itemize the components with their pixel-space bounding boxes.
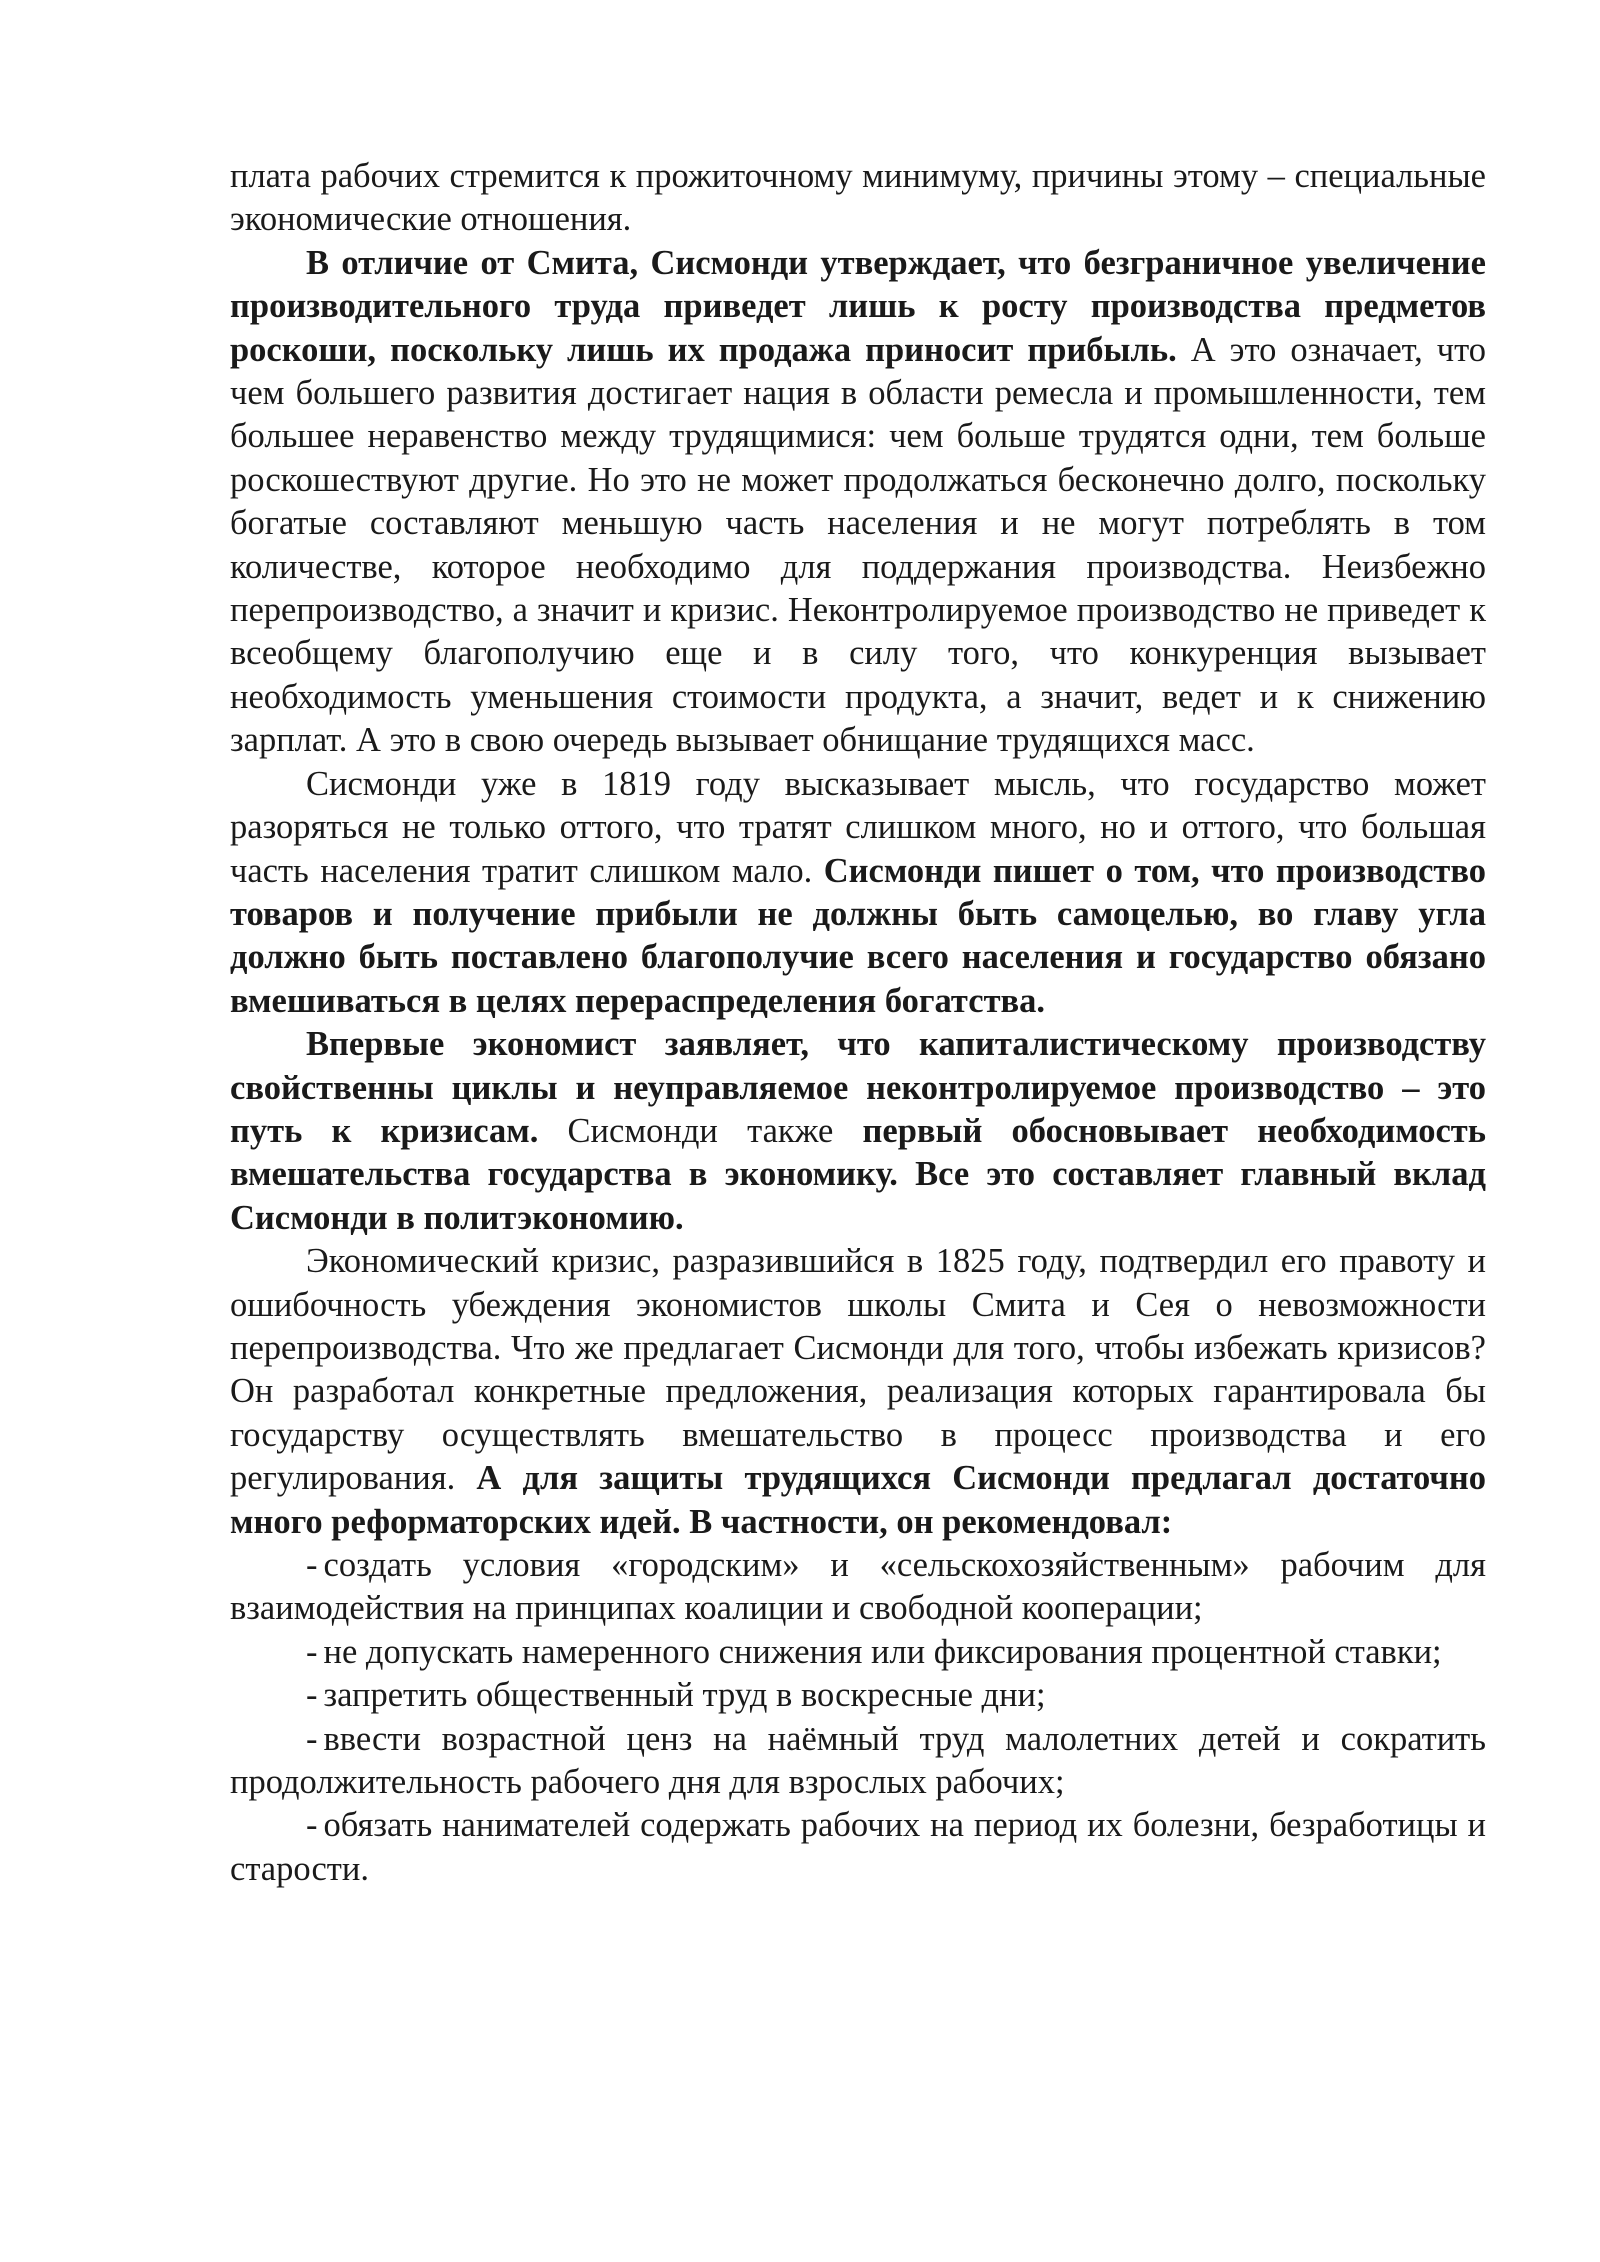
paragraph-5 [230, 1240, 1486, 1544]
paragraph-3-text: Сисмонди уже в 1819 году высказывает мысль, что государство может разоряться не только оттого, что тратят слишком много, но и оттого, что большая часть населения тратит слишком мало. [230, 764, 1486, 890]
paragraph-2-bold: В отличие от Смита, Сисмонди утверждает, что безграничное увеличение производительного труда приведет лишь к росту производства предметов роскоши, поскольку лишь их продажа приносит прибыль. [230, 243, 1486, 369]
paragraph-4 [230, 1023, 1486, 1240]
paragraph-2 [230, 242, 1486, 763]
paragraph-2-text: А это означает, что чем большего развития достигает нация в области ремесла и промышленности, тем большее неравенство между трудящимися: чем больше трудятся одни, тем больше роскошествуют другие. Но это не может продолжаться бесконечно долго, поскольку богатые составляют меньшую часть населения и не могут потреблять в том количестве, которое необходимо для поддержания производства. Неизбежно перепроизводство, а значит и кризис. Неконтролируемое производство не приведет к всеобщему благополучию еще и в силу того, что конкуренция вызывает необходимость уменьшения стоимости продукта, а значит, ведет и к снижению зарплат. А это в свою очередь вызывает обнищание трудящихся масс. [230, 330, 1486, 760]
list-item-text: ввести возрастной ценз на наёмный труд малолетних детей и сократить продолжительность рабочего дня для взрослых рабочих; [230, 1719, 1486, 1802]
list-item-text: обязать нанимателей содержать рабочих на период их болезни, безработицы и старости. [230, 1806, 1486, 1888]
paragraph-3-bold: Сисмонди пишет о том, что производство товаров и получение прибыли не должны быть самоцелью, во главу угла должно быть поставлено благополучие всего населения и государство обязано вмешиваться в целях перераспределения богатства. [230, 851, 1486, 1020]
paragraph-5-bold: А для защиты трудящихся Сисмонди предлагал достаточно много реформаторских идей. В частности, он рекомендовал: [230, 1459, 1486, 1541]
list-item-text: создать условия «городским» и «сельскохозяйственным» рабочим для взаимодействия на принципах коалиции и свободной кооперации; [230, 1546, 1486, 1628]
list-item-text: не допускать намеренного снижения или фиксирования процентной ставки; [323, 1632, 1442, 1671]
paragraph-1 [230, 155, 1486, 242]
list-item [230, 1631, 1486, 1674]
list-dash: - [306, 1719, 318, 1758]
paragraph-3 [230, 763, 1486, 1023]
paragraph-1-text: плата рабочих стремится к прожиточному минимуму, причины этому – специальные экономические отношения. [230, 157, 1486, 239]
paragraph-4-text: Сисмонди также [538, 1111, 863, 1150]
document-page [230, 155, 1486, 1891]
list-item-text: запретить общественный труд в воскресные дни; [323, 1676, 1046, 1715]
paragraph-4-bold-2: первый обосновывает необходимость вмешательства государства в экономику. Все это составляет главный вклад Сисмонди в политэкономию. [230, 1111, 1486, 1237]
list-dash: - [306, 1546, 318, 1584]
list-dash: - [306, 1632, 318, 1671]
list-dash: - [306, 1676, 318, 1715]
paragraph-4-bold-1: Впервые экономист заявляет, что капиталистическому производству свойственны циклы и неуправляемое неконтролируемое производство – это путь к кризисам. [230, 1025, 1486, 1150]
paragraph-5-text: Экономический кризис, разразившийся в 1825 году, подтвердил его правоту и ошибочность убеждения экономистов школы Смита и Сея о невозможности перепроизводства. Что же предлагает Сисмонди для того, чтобы избежать кризисов? Он разработал конкретные предложения, реализация которых гарантировала бы государству осуществлять вмешательство в процесс производства и его регулирования. [230, 1242, 1486, 1498]
list-item [230, 1544, 1486, 1631]
list-dash: - [306, 1806, 318, 1845]
list-item [230, 1804, 1486, 1891]
list-item [230, 1718, 1486, 1805]
list-item [230, 1674, 1486, 1717]
